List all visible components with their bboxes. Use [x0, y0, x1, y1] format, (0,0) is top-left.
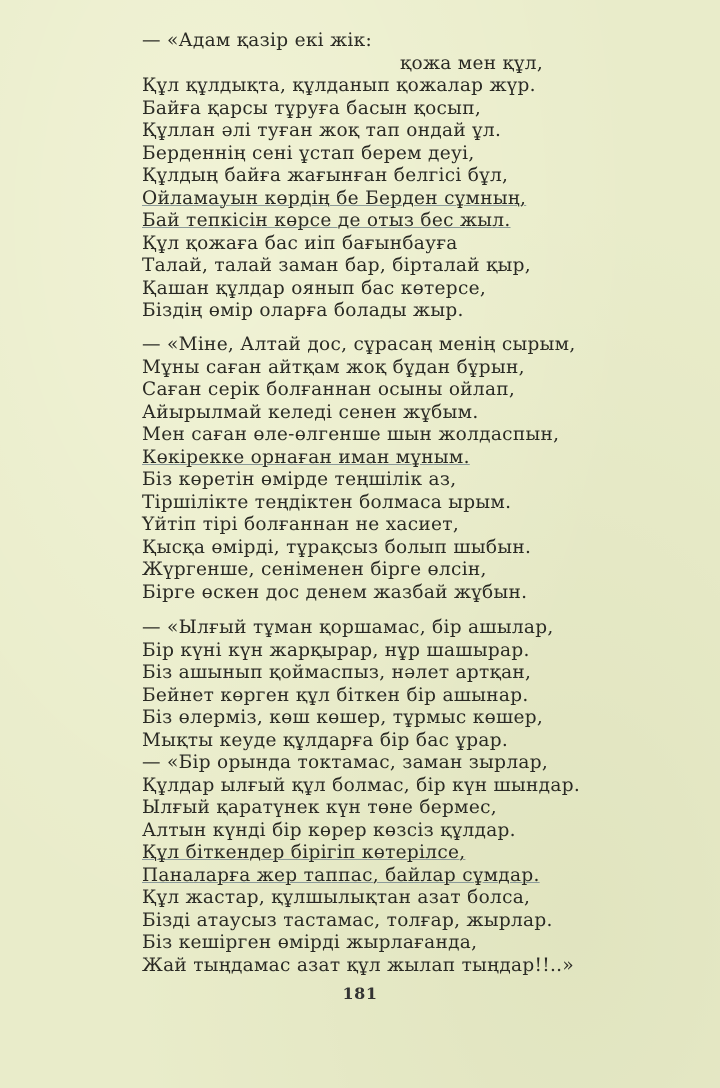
verse-line: Құлдар ылғый құл болмас, бір күн шындар.	[142, 774, 581, 796]
verse-line: Біз кешірген өмірді жырлағанда,	[142, 932, 478, 953]
verse-line: Мықты кеуде құлдарға бір бас ұрар.	[142, 729, 509, 751]
verse-line: Жай тыңдамас азат құл жылап тыңдар!!..»	[142, 954, 574, 976]
verse-line: қожа мен құл,	[400, 52, 544, 74]
verse-line: Берденнің сені ұстап берем деуі,	[142, 142, 475, 164]
verse-line: Саған серік болғаннан осыны ойлап,	[142, 379, 516, 400]
verse-line: Алтын күнді бір көрер көзсіз құлдар.	[142, 819, 516, 841]
verse-line: — «Ылғый тұман қоршамас, бір ашылар,	[142, 617, 554, 638]
verse-line: Біздің өмір оларға болады жыр.	[142, 300, 464, 321]
stanza-1	[142, 30, 612, 323]
verse-line: Көкірекке орнаған иман мұным.	[142, 446, 470, 468]
verse-line: Байға қарсы тұруға басын қосып,	[142, 97, 482, 119]
verse-line: Жүргенше, сеніменен бірге өлсін,	[142, 559, 487, 580]
verse-line: Тіршілікте теңдіктен болмаса ырым.	[142, 491, 512, 513]
verse-line: Құлдың байға жағынған белгісі бұл,	[142, 165, 509, 186]
verse-line: Қысқа өмірді, тұрақсыз болып шыбын.	[142, 536, 532, 558]
page-number: 181	[342, 984, 378, 1003]
stanza-2	[142, 334, 612, 604]
verse-line: Біз өлерміз, көш көшер, тұрмыс көшер,	[142, 707, 544, 728]
verse-line: — «Бір орында токтамас, заман зырлар,	[142, 752, 549, 773]
verse-line: Бірге өскен дос денем жазбай жұбын.	[142, 581, 528, 603]
verse-line: Талай, талай заман бар, бірталай қыр,	[142, 255, 531, 276]
verse-line: Біз көретін өмірде теңшілік аз,	[142, 469, 457, 490]
verse-line: Бай тепкісін көрсе де отыз бес жыл.	[142, 210, 511, 231]
verse-line: Мұны саған айтқам жоқ бұдан бұрын,	[142, 356, 525, 378]
verse-line: Қашан құлдар оянып бас көтерсе,	[142, 277, 487, 299]
verse-line: Паналарға жер таппас, байлар сұмдар.	[142, 864, 540, 886]
verse-line: Құл құлдықта, құлданып қожалар жүр.	[142, 75, 536, 96]
verse-line: Бізді атаусыз тастамас, толғар, жырлар.	[142, 909, 553, 931]
verse-line: — «Міне, Алтай дос, сұрасаң менің сырым,	[142, 334, 576, 355]
verse-line: — «Адам қазір екі жік:	[142, 30, 373, 51]
verse-line: Бейнет көрген құл біткен бір ашынар.	[142, 684, 529, 706]
verse-line: Құл біткендер бірігіп көтерілсе,	[142, 842, 466, 863]
verse-line: Ылғый қаратүнек күн төне бермес,	[142, 797, 497, 818]
verse-line: Бір күні күн жарқырар, нұр шашырар.	[142, 639, 530, 661]
verse-line: Үйтіп тірі болғаннан не хасиет,	[142, 514, 460, 535]
stanza-3	[142, 617, 612, 977]
verse-line: Құл жастар, құлшылықтан азат болса,	[142, 887, 531, 908]
verse-line: Ойламауын көрдің бе Берден сұмның,	[142, 187, 527, 209]
verse-line: Құллан әлі туған жоқ тап ондай ұл.	[142, 120, 502, 141]
verse-line: Айырылмай келеді сенен жұбым.	[142, 401, 479, 423]
verse-line: Мен саған өле-өлгенше шын жолдаспын,	[142, 424, 560, 445]
verse-line: Біз ашынып қоймаспыз, нәлет артқан,	[142, 662, 532, 683]
verse-line: Құл қожаға бас иіп бағынбауға	[142, 232, 458, 254]
